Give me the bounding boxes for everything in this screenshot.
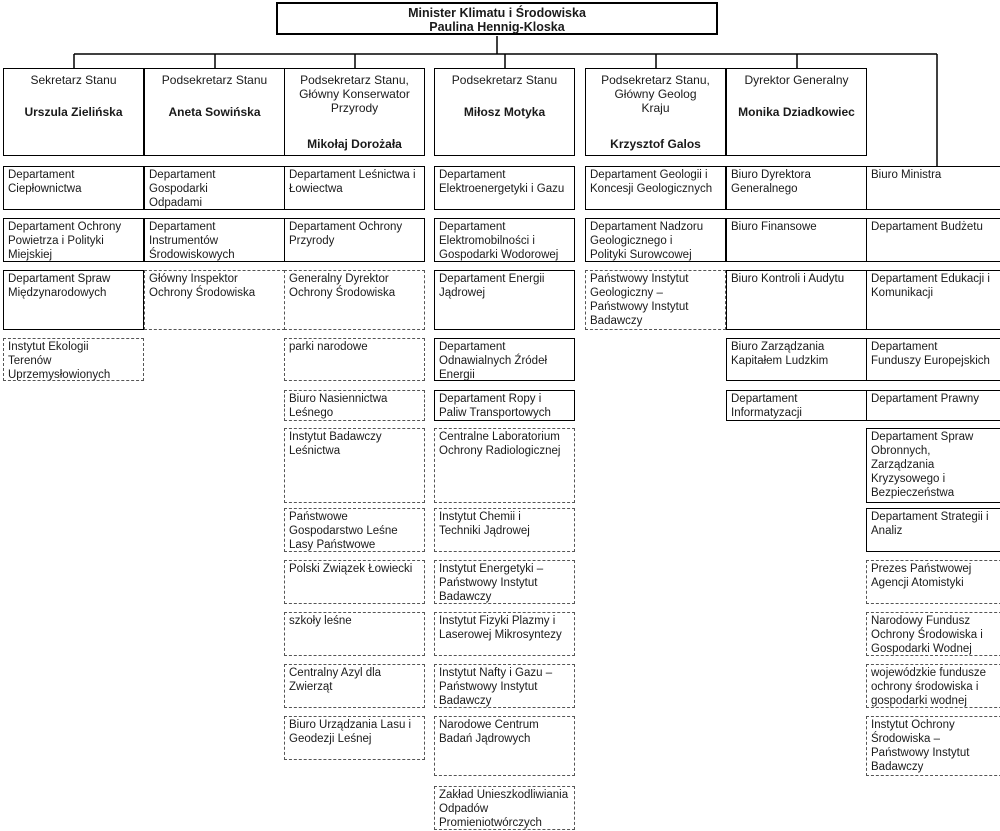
head-name: Urszula Zielińska xyxy=(24,105,123,119)
minister-name: Paulina Hennig-Kloska xyxy=(429,20,565,34)
head-name: Mikołaj Dorożała xyxy=(307,137,402,151)
unit-box: Departament Leśnictwa i Łowiectwa xyxy=(284,166,425,210)
unit-box: parki narodowe xyxy=(284,338,425,381)
head-role: Podsekretarz Stanu xyxy=(161,73,268,87)
unit-box: Departament Ochrony Powietrza i Polityki Miejskiej xyxy=(3,218,144,262)
head-name: Monika Dziadkowiec xyxy=(738,105,855,119)
unit-box: Instytut Ekologii Terenów Uprzemysłowionych xyxy=(3,338,144,381)
unit-box: Departament Nadzoru Geologicznego i Polityki Surowcowej xyxy=(585,218,726,262)
unit-box: Główny Inspektor Ochrony Środowiska xyxy=(144,270,285,330)
unit-box: Biuro Finansowe xyxy=(726,218,867,262)
unit-box: Departament Gospodarki Odpadami xyxy=(144,166,285,210)
unit-box: Państwowy Instytut Geologiczny – Państwowy Instytut Badawczy xyxy=(585,270,726,330)
head-role: Dyrektor Generalny xyxy=(744,73,849,87)
unit-box: Narodowe Centrum Badań Jądrowych xyxy=(434,716,575,776)
unit-box: Instytut Chemii i Techniki Jądrowej xyxy=(434,508,575,552)
unit-box: Departament Ochrony Przyrody xyxy=(284,218,425,262)
head-box xyxy=(585,68,726,156)
unit-box: Instytut Fizyki Plazmy i Laserowej Mikrosyntezy xyxy=(434,612,575,656)
unit-box: Departament Spraw Obronnych, Zarządzania Kryzysowego i Bezpieczeństwa xyxy=(866,428,1000,503)
head-name: Krzysztof Galos xyxy=(610,137,701,151)
head-role: Podsekretarz Stanu xyxy=(451,73,558,87)
unit-box: Departament Prawny xyxy=(866,390,1000,421)
unit-box: Centralne Laboratorium Ochrony Radiologicznej xyxy=(434,428,575,503)
unit-box: Instytut Energetyki – Państwowy Instytut Badawczy xyxy=(434,560,575,604)
unit-box: Departament Odnawialnych Źródeł Energii xyxy=(434,338,575,381)
head-box xyxy=(3,68,144,156)
unit-box: Departament Energii Jądrowej xyxy=(434,270,575,330)
unit-box: Departament Instrumentów Środowiskowych xyxy=(144,218,285,262)
unit-box: Instytut Ochrony Środowiska – Państwowy Instytut Badawczy xyxy=(866,716,1000,776)
unit-box: Departament Elektroenergetyki i Gazu xyxy=(434,166,575,210)
unit-box: Biuro Kontroli i Audytu xyxy=(726,270,867,330)
minister-title: Minister Klimatu i Środowiska xyxy=(408,6,586,20)
head-box xyxy=(144,68,285,156)
unit-box: Departament Funduszy Europejskich xyxy=(866,338,1000,381)
unit-box: wojewódzkie fundusze ochrony środowiska i gospodarki wodnej xyxy=(866,664,1000,708)
unit-box: Instytut Nafty i Gazu – Państwowy Instytut Badawczy xyxy=(434,664,575,708)
unit-box: Departament Informatyzacji xyxy=(726,390,867,421)
unit-box: Narodowy Fundusz Ochrony Środowiska i Gospodarki Wodnej xyxy=(866,612,1000,656)
unit-box: Departament Strategii i Analiz xyxy=(866,508,1000,552)
unit-box: Biuro Ministra xyxy=(866,166,1000,210)
unit-box: Departament Geologii i Koncesji Geologicznych xyxy=(585,166,726,210)
unit-box: Prezes Państwowej Agencji Atomistyki xyxy=(866,560,1000,604)
unit-box: Instytut Badawczy Leśnictwa xyxy=(284,428,425,503)
head-role: Podsekretarz Stanu, Główny Konserwator Przyrody xyxy=(299,73,410,115)
unit-box: Biuro Nasiennictwa Leśnego xyxy=(284,390,425,421)
unit-box: Departament Budżetu xyxy=(866,218,1000,262)
unit-box: Departament Ciepłownictwa xyxy=(3,166,144,210)
head-role: Sekretarz Stanu xyxy=(30,73,117,87)
head-name: Miłosz Motyka xyxy=(463,105,546,119)
head-box xyxy=(284,68,425,156)
head-role: Podsekretarz Stanu, Główny Geolog Kraju xyxy=(601,73,710,115)
unit-box: Departament Ropy i Paliw Transportowych xyxy=(434,390,575,421)
unit-box: Departament Edukacji i Komunikacji xyxy=(866,270,1000,330)
unit-box: Polski Związek Łowiecki xyxy=(284,560,425,604)
head-box xyxy=(726,68,867,156)
unit-box: Departament Spraw Międzynarodowych xyxy=(3,270,144,330)
unit-box: Biuro Zarządzania Kapitałem Ludzkim xyxy=(726,338,867,381)
unit-box: Biuro Urządzania Lasu i Geodezji Leśnej xyxy=(284,716,425,760)
minister-box xyxy=(276,2,718,35)
unit-box: Centralny Azyl dla Zwierząt xyxy=(284,664,425,708)
head-name: Aneta Sowińska xyxy=(168,105,261,119)
unit-box: szkoły leśne xyxy=(284,612,425,656)
unit-box: Państwowe Gospodarstwo Leśne Lasy Państwowe xyxy=(284,508,425,552)
head-box xyxy=(434,68,575,156)
unit-box: Generalny Dyrektor Ochrony Środowiska xyxy=(284,270,425,330)
unit-box: Zakład Unieszkodliwiania Odpadów Promieniotwórczych xyxy=(434,786,575,830)
unit-box: Departament Elektromobilności i Gospodarki Wodorowej xyxy=(434,218,575,262)
unit-box: Biuro Dyrektora Generalnego xyxy=(726,166,867,210)
